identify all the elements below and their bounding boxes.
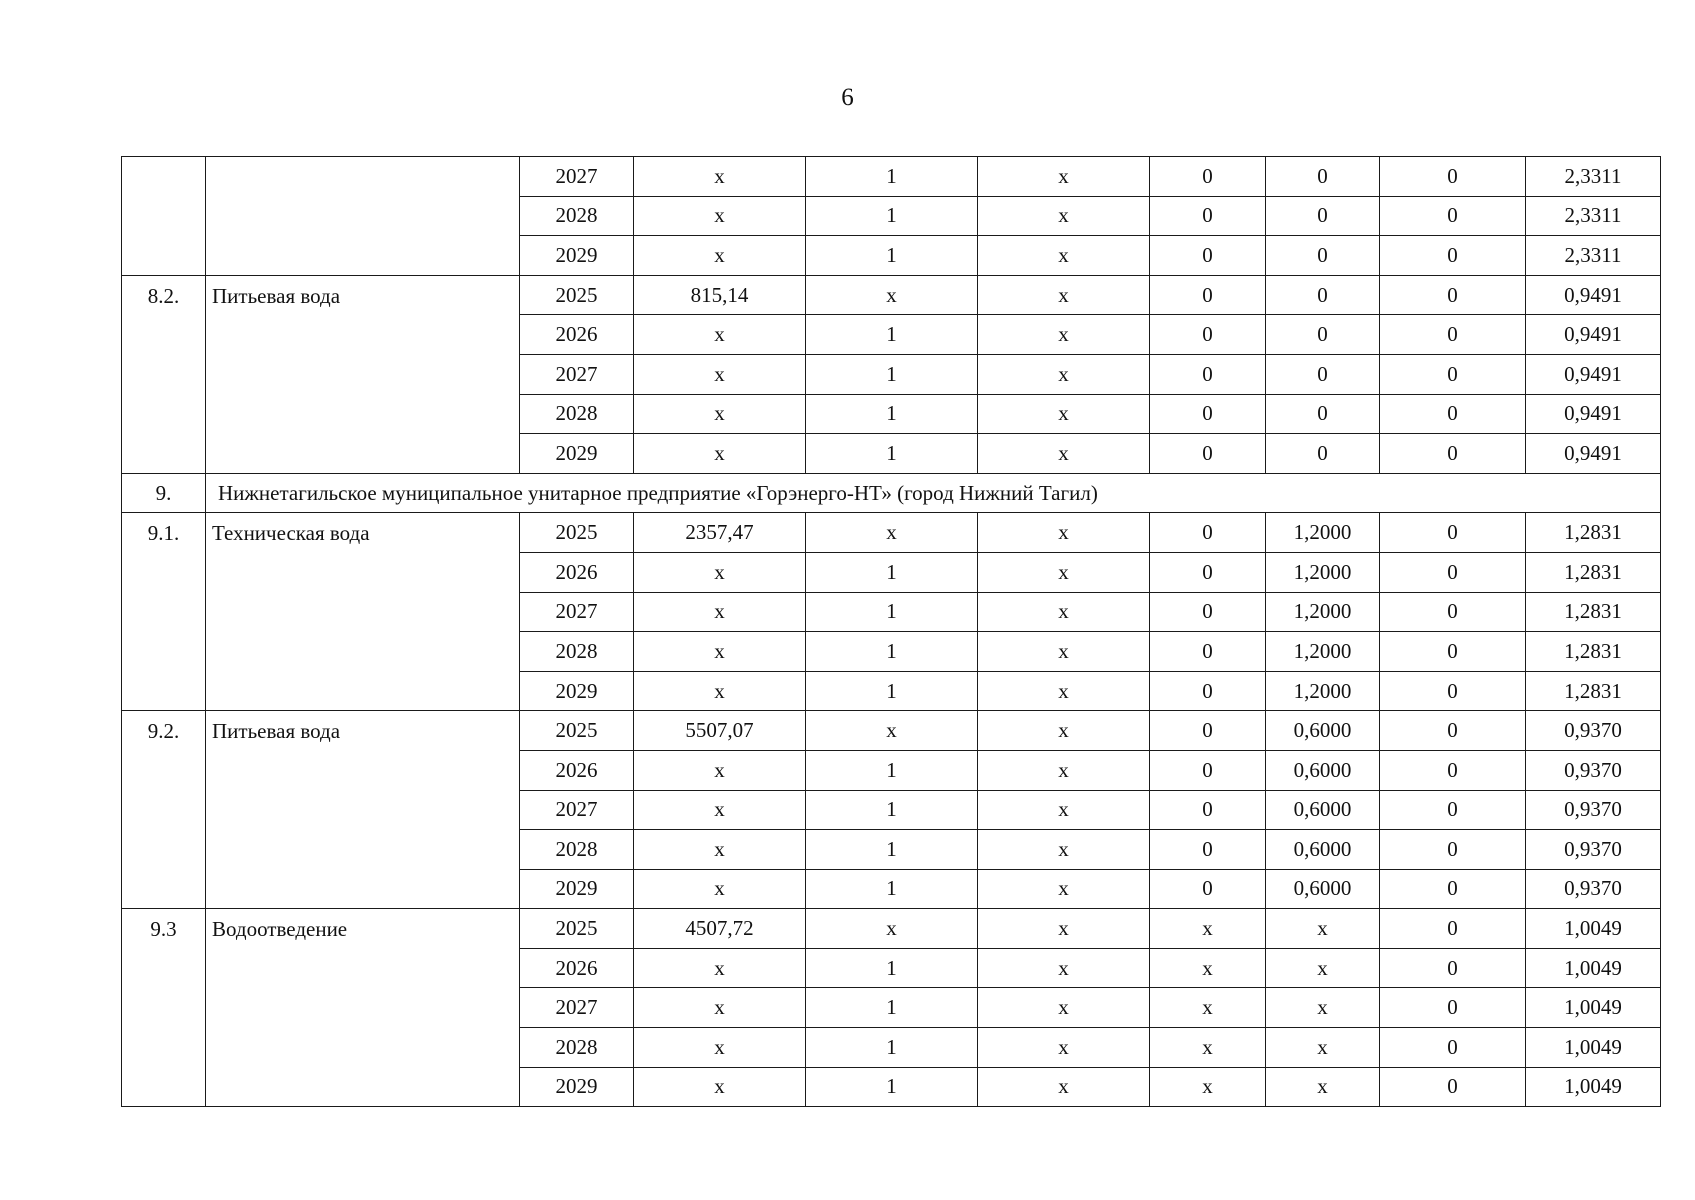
- table-cell: 0: [1150, 869, 1266, 909]
- table-cell: 1: [806, 790, 978, 830]
- section-title: Нижнетагильское муниципальное унитарное предприятие «Горэнерго-НТ» (город Нижний Тагил): [206, 473, 1661, 513]
- table-cell: х: [634, 592, 806, 632]
- table-cell: 1: [806, 750, 978, 790]
- table-cell: 1: [806, 196, 978, 236]
- table-cell: х: [806, 909, 978, 949]
- year-cell: 2028: [520, 394, 634, 434]
- table-cell: 0: [1380, 909, 1526, 949]
- item-name: Питьевая вода: [206, 711, 520, 909]
- table-cell: 1,0049: [1526, 1067, 1661, 1107]
- item-number: [122, 157, 206, 276]
- table-cell: х: [978, 552, 1150, 592]
- table-cell: 1: [806, 315, 978, 355]
- table-cell: х: [978, 236, 1150, 276]
- year-cell: 2028: [520, 830, 634, 870]
- table-cell: 1: [806, 592, 978, 632]
- table-cell: х: [634, 236, 806, 276]
- table-cell: х: [978, 711, 1150, 751]
- table-cell: х: [1150, 1067, 1266, 1107]
- table-cell: 0: [1150, 434, 1266, 474]
- item-name: [206, 157, 520, 276]
- table-cell: 0,6000: [1266, 711, 1380, 751]
- table-cell: 0,9491: [1526, 275, 1661, 315]
- table-row: [122, 711, 1661, 751]
- item-number: 9.3: [122, 909, 206, 1107]
- table-cell: 0: [1150, 275, 1266, 315]
- table-cell: 0: [1150, 750, 1266, 790]
- table-cell: х: [1266, 1028, 1380, 1068]
- table-cell: 0: [1150, 552, 1266, 592]
- table-cell: 0: [1380, 1028, 1526, 1068]
- table-cell: 0: [1150, 790, 1266, 830]
- table-cell: 0: [1266, 434, 1380, 474]
- table-cell: 0: [1380, 275, 1526, 315]
- table-cell: 0: [1150, 513, 1266, 553]
- year-cell: 2025: [520, 513, 634, 553]
- tariff-table: [121, 156, 1661, 1107]
- year-cell: 2028: [520, 1028, 634, 1068]
- table-cell: 0: [1380, 394, 1526, 434]
- year-cell: 2027: [520, 157, 634, 197]
- table-cell: 0: [1266, 196, 1380, 236]
- table-cell: х: [1150, 948, 1266, 988]
- year-cell: 2029: [520, 671, 634, 711]
- table-cell: 1,2831: [1526, 632, 1661, 672]
- table-cell: 0: [1266, 236, 1380, 276]
- table-cell: 1: [806, 830, 978, 870]
- table-cell: 0: [1150, 671, 1266, 711]
- table-cell: х: [978, 1067, 1150, 1107]
- item-name: Техническая вода: [206, 513, 520, 711]
- year-cell: 2029: [520, 236, 634, 276]
- year-cell: 2027: [520, 592, 634, 632]
- table-cell: х: [634, 790, 806, 830]
- table-cell: 0: [1380, 434, 1526, 474]
- table-cell: 1,2000: [1266, 632, 1380, 672]
- year-cell: 2027: [520, 988, 634, 1028]
- page-number: 6: [841, 84, 854, 111]
- table-cell: х: [634, 988, 806, 1028]
- table-cell: 0: [1150, 711, 1266, 751]
- table-cell: х: [978, 790, 1150, 830]
- table-cell: х: [978, 592, 1150, 632]
- table-cell: 1: [806, 869, 978, 909]
- table-cell: 5507,07: [634, 711, 806, 751]
- table-cell: 0: [1380, 711, 1526, 751]
- table-cell: 815,14: [634, 275, 806, 315]
- item-name: Питьевая вода: [206, 275, 520, 473]
- table-body: [122, 157, 1661, 1107]
- item-number: 8.2.: [122, 275, 206, 473]
- table-cell: х: [1150, 988, 1266, 1028]
- table-cell: 0: [1380, 750, 1526, 790]
- table-cell: 0,9491: [1526, 394, 1661, 434]
- year-cell: 2027: [520, 790, 634, 830]
- table-cell: 1,2000: [1266, 513, 1380, 553]
- table-cell: х: [634, 354, 806, 394]
- table-cell: 0: [1380, 157, 1526, 197]
- year-cell: 2025: [520, 275, 634, 315]
- table-cell: 1: [806, 988, 978, 1028]
- table-cell: 0,9370: [1526, 830, 1661, 870]
- table-cell: 1: [806, 157, 978, 197]
- table-cell: х: [978, 354, 1150, 394]
- year-cell: 2026: [520, 750, 634, 790]
- table-cell: х: [978, 434, 1150, 474]
- table-cell: х: [806, 275, 978, 315]
- year-cell: 2028: [520, 196, 634, 236]
- table-cell: 0,9370: [1526, 869, 1661, 909]
- table-cell: х: [978, 315, 1150, 355]
- table-cell: 0: [1266, 157, 1380, 197]
- table-cell: х: [634, 552, 806, 592]
- table-cell: 0,6000: [1266, 869, 1380, 909]
- year-cell: 2029: [520, 1067, 634, 1107]
- table-cell: 0: [1380, 236, 1526, 276]
- table-cell: 0,9491: [1526, 354, 1661, 394]
- table-cell: 1,2000: [1266, 671, 1380, 711]
- table-cell: х: [978, 196, 1150, 236]
- year-cell: 2025: [520, 909, 634, 949]
- table-cell: х: [1266, 909, 1380, 949]
- table-cell: 0: [1380, 790, 1526, 830]
- table-cell: 1,2000: [1266, 552, 1380, 592]
- table-cell: 1,0049: [1526, 909, 1661, 949]
- table-cell: 0: [1150, 592, 1266, 632]
- table-cell: 0,9370: [1526, 711, 1661, 751]
- table-cell: х: [978, 869, 1150, 909]
- table-row: [122, 909, 1661, 949]
- table-cell: х: [634, 671, 806, 711]
- table-cell: 2,3311: [1526, 236, 1661, 276]
- table-cell: 1: [806, 671, 978, 711]
- table-cell: х: [978, 632, 1150, 672]
- year-cell: 2029: [520, 869, 634, 909]
- table-cell: 2,3311: [1526, 157, 1661, 197]
- table-cell: 1: [806, 394, 978, 434]
- table-cell: х: [1266, 1067, 1380, 1107]
- table-cell: 0: [1380, 830, 1526, 870]
- table-cell: 0: [1380, 869, 1526, 909]
- table-cell: 2,3311: [1526, 196, 1661, 236]
- table-cell: 0: [1266, 354, 1380, 394]
- item-number: 9.2.: [122, 711, 206, 909]
- table-cell: 1,0049: [1526, 988, 1661, 1028]
- table-cell: х: [634, 1028, 806, 1068]
- table-cell: 0: [1150, 830, 1266, 870]
- table-cell: х: [978, 275, 1150, 315]
- table-cell: х: [978, 513, 1150, 553]
- table-cell: 0: [1150, 157, 1266, 197]
- table-cell: 0,6000: [1266, 790, 1380, 830]
- table-cell: 0,9491: [1526, 315, 1661, 355]
- table-cell: 0: [1150, 354, 1266, 394]
- table-cell: 0: [1380, 354, 1526, 394]
- table-cell: 1: [806, 1028, 978, 1068]
- table-cell: 1: [806, 632, 978, 672]
- item-number: 9.1.: [122, 513, 206, 711]
- table-cell: 1,2000: [1266, 592, 1380, 632]
- table-cell: 0: [1380, 592, 1526, 632]
- table-cell: х: [978, 671, 1150, 711]
- table-cell: 0: [1380, 315, 1526, 355]
- table-cell: х: [634, 948, 806, 988]
- table-cell: 1: [806, 434, 978, 474]
- table-cell: х: [978, 394, 1150, 434]
- table-cell: 1: [806, 948, 978, 988]
- table-cell: 0: [1380, 948, 1526, 988]
- table-cell: 0: [1380, 196, 1526, 236]
- table-row: [122, 513, 1661, 553]
- year-cell: 2025: [520, 711, 634, 751]
- table-cell: 1: [806, 552, 978, 592]
- year-cell: 2029: [520, 434, 634, 474]
- table-cell: 0,9370: [1526, 750, 1661, 790]
- table-row: [122, 275, 1661, 315]
- table-cell: 1,0049: [1526, 1028, 1661, 1068]
- year-cell: 2028: [520, 632, 634, 672]
- table-cell: х: [978, 1028, 1150, 1068]
- table-cell: х: [1266, 988, 1380, 1028]
- table-cell: 1: [806, 354, 978, 394]
- table-cell: х: [634, 632, 806, 672]
- year-cell: 2027: [520, 354, 634, 394]
- table-cell: 1,0049: [1526, 948, 1661, 988]
- table-cell: 0: [1380, 671, 1526, 711]
- table-cell: 0: [1380, 988, 1526, 1028]
- table-cell: х: [806, 711, 978, 751]
- table-cell: х: [1266, 948, 1380, 988]
- table-cell: 2357,47: [634, 513, 806, 553]
- table-cell: 0: [1150, 236, 1266, 276]
- table-cell: 0: [1150, 394, 1266, 434]
- table-cell: х: [978, 909, 1150, 949]
- table-cell: х: [634, 196, 806, 236]
- item-name: Водоотведение: [206, 909, 520, 1107]
- table-cell: 1,2831: [1526, 671, 1661, 711]
- section-number: 9.: [122, 473, 206, 513]
- table-cell: х: [634, 750, 806, 790]
- table-cell: 1,2831: [1526, 552, 1661, 592]
- table-cell: х: [634, 394, 806, 434]
- table-cell: 0,9491: [1526, 434, 1661, 474]
- table-row: [122, 157, 1661, 197]
- table-cell: 0: [1380, 552, 1526, 592]
- table-cell: 0,9370: [1526, 790, 1661, 830]
- table-cell: х: [1150, 909, 1266, 949]
- table-cell: х: [1150, 1028, 1266, 1068]
- table-cell: х: [978, 750, 1150, 790]
- table-cell: х: [634, 434, 806, 474]
- table-cell: 0: [1266, 394, 1380, 434]
- table-cell: 4507,72: [634, 909, 806, 949]
- table-cell: 0: [1266, 275, 1380, 315]
- table-cell: х: [978, 988, 1150, 1028]
- section-row: [122, 473, 1661, 513]
- table-cell: 1: [806, 236, 978, 276]
- year-cell: 2026: [520, 948, 634, 988]
- table-cell: х: [634, 315, 806, 355]
- table-cell: 1: [806, 1067, 978, 1107]
- table-cell: х: [634, 830, 806, 870]
- table-cell: х: [978, 830, 1150, 870]
- table-cell: 1,2831: [1526, 513, 1661, 553]
- table-cell: 0: [1380, 1067, 1526, 1107]
- table-cell: 0: [1150, 632, 1266, 672]
- year-cell: 2026: [520, 552, 634, 592]
- table-cell: 0,6000: [1266, 830, 1380, 870]
- table-cell: 0: [1380, 632, 1526, 672]
- table-cell: 1,2831: [1526, 592, 1661, 632]
- table-cell: 0: [1380, 513, 1526, 553]
- table-cell: х: [634, 869, 806, 909]
- table-cell: х: [978, 157, 1150, 197]
- table-cell: х: [634, 157, 806, 197]
- table-cell: х: [634, 1067, 806, 1107]
- table-cell: 0: [1150, 196, 1266, 236]
- year-cell: 2026: [520, 315, 634, 355]
- table-cell: 0: [1150, 315, 1266, 355]
- table-cell: х: [978, 948, 1150, 988]
- table-cell: 0,6000: [1266, 750, 1380, 790]
- table-cell: х: [806, 513, 978, 553]
- table-cell: 0: [1266, 315, 1380, 355]
